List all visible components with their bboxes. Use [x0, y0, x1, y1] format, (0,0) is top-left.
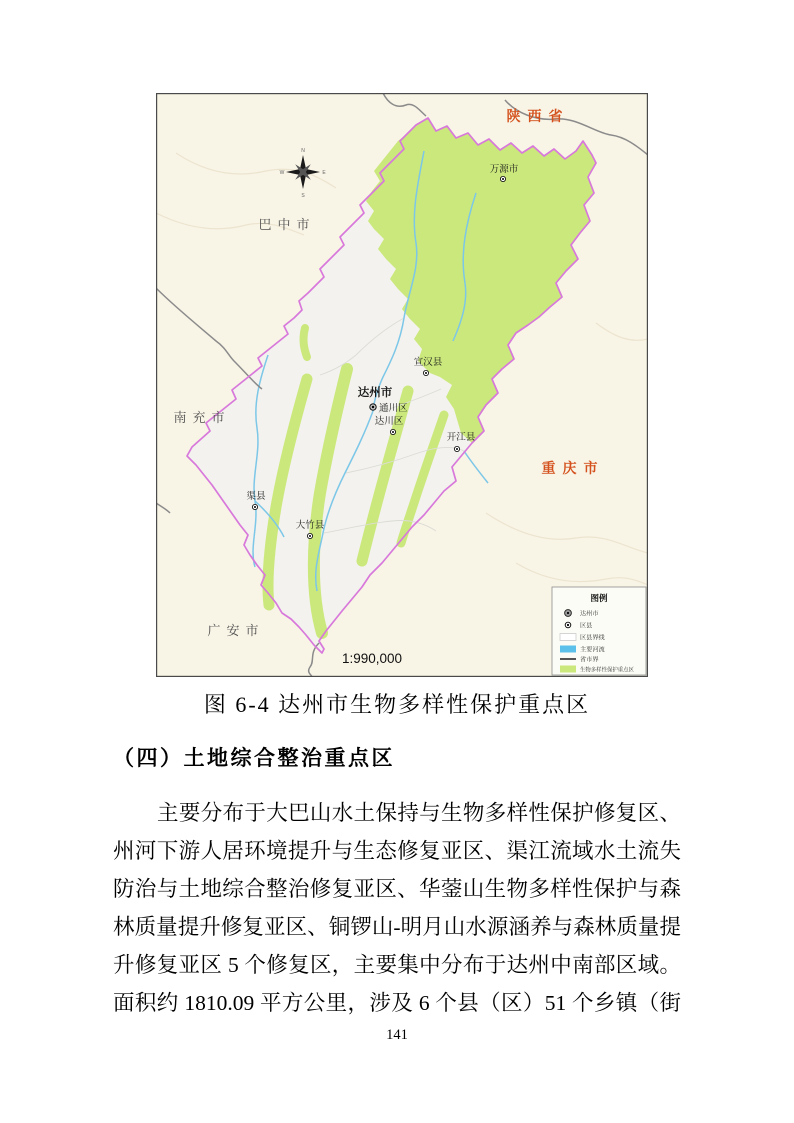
body-paragraph [113, 794, 681, 1022]
paragraph-line: 面积约 1810.09 平方公里，涉及 6 个县（区）51 个乡镇（街 [113, 991, 681, 1015]
legend-item-river: 主要河流 [580, 646, 605, 654]
legend-item-countyline: 区县界线 [580, 634, 605, 642]
legend-item-provline: 省市界 [580, 656, 599, 664]
legend-city-symbol-dot [567, 612, 569, 614]
paragraph-line: 林质量提升修复亚区、铜锣山-明月山水源涵养与森林质量提 [113, 915, 681, 939]
label-quxian: 渠县 [246, 491, 266, 502]
legend-title: 图例 [590, 593, 608, 603]
section-heading: （四）土地综合整治重点区 [113, 746, 395, 770]
marker-dazhu [307, 533, 312, 538]
map-canvas [156, 93, 648, 677]
label-guangan: 广安市 [207, 623, 265, 638]
legend-county-symbol-dot [567, 624, 569, 626]
label-kaijiang: 开江县 [446, 432, 476, 443]
label-tongchuan: 通川区 [379, 403, 408, 414]
label-chongqing: 重庆市 [541, 460, 605, 476]
paragraph-line: 州河下游人居环境提升与生态修复亚区、渠江流域水土流失 [113, 839, 681, 863]
marker-dazhou [370, 404, 376, 410]
marker-wanyuan [500, 176, 505, 181]
legend-protection-swatch [560, 666, 576, 673]
legend-countyline-swatch [560, 634, 576, 641]
legend-item-city: 达州市 [580, 610, 599, 618]
biodiversity-map [156, 93, 648, 677]
figure-caption: 图 6-4 达州市生物多样性保护重点区 [203, 692, 591, 717]
label-dazhou: 达州市 [357, 387, 393, 399]
label-wanyuan: 万源市 [489, 164, 519, 175]
compass-w: W [279, 170, 285, 176]
marker-dachuan [390, 429, 395, 434]
compass-e: E [322, 170, 326, 176]
legend-river-swatch [560, 646, 576, 653]
map-legend [552, 587, 646, 675]
marker-kaijiang [454, 446, 459, 451]
label-nanchong: 南充市 [173, 410, 231, 425]
page-number: 141 [386, 1027, 408, 1043]
label-xuanhan: 宣汉县 [413, 357, 443, 368]
marker-xuanhan [423, 370, 428, 375]
label-dachuan: 达川区 [374, 416, 404, 427]
label-shaanxi: 陕西省 [506, 108, 570, 124]
compass-n: N [301, 148, 305, 154]
legend-item-county: 区县 [580, 622, 593, 630]
scale-label: 1:990,000 [341, 651, 403, 666]
paragraph-line: 主要分布于大巴山水土保持与生物多样性保护修复区、 [157, 801, 681, 825]
legend-item-protection: 生物多样性保护重点区 [580, 667, 634, 674]
paragraph-line: 升修复亚区 5 个修复区，主要集中分布于达州中南部区域。 [113, 953, 681, 977]
paragraph-line: 防治与土地综合整治修复亚区、华蓥山生物多样性保护与森 [113, 877, 681, 901]
label-dazhu: 大竹县 [295, 520, 325, 531]
label-bazhong: 巴中市 [258, 217, 316, 232]
compass-s: S [301, 193, 305, 199]
marker-quxian [252, 504, 257, 509]
